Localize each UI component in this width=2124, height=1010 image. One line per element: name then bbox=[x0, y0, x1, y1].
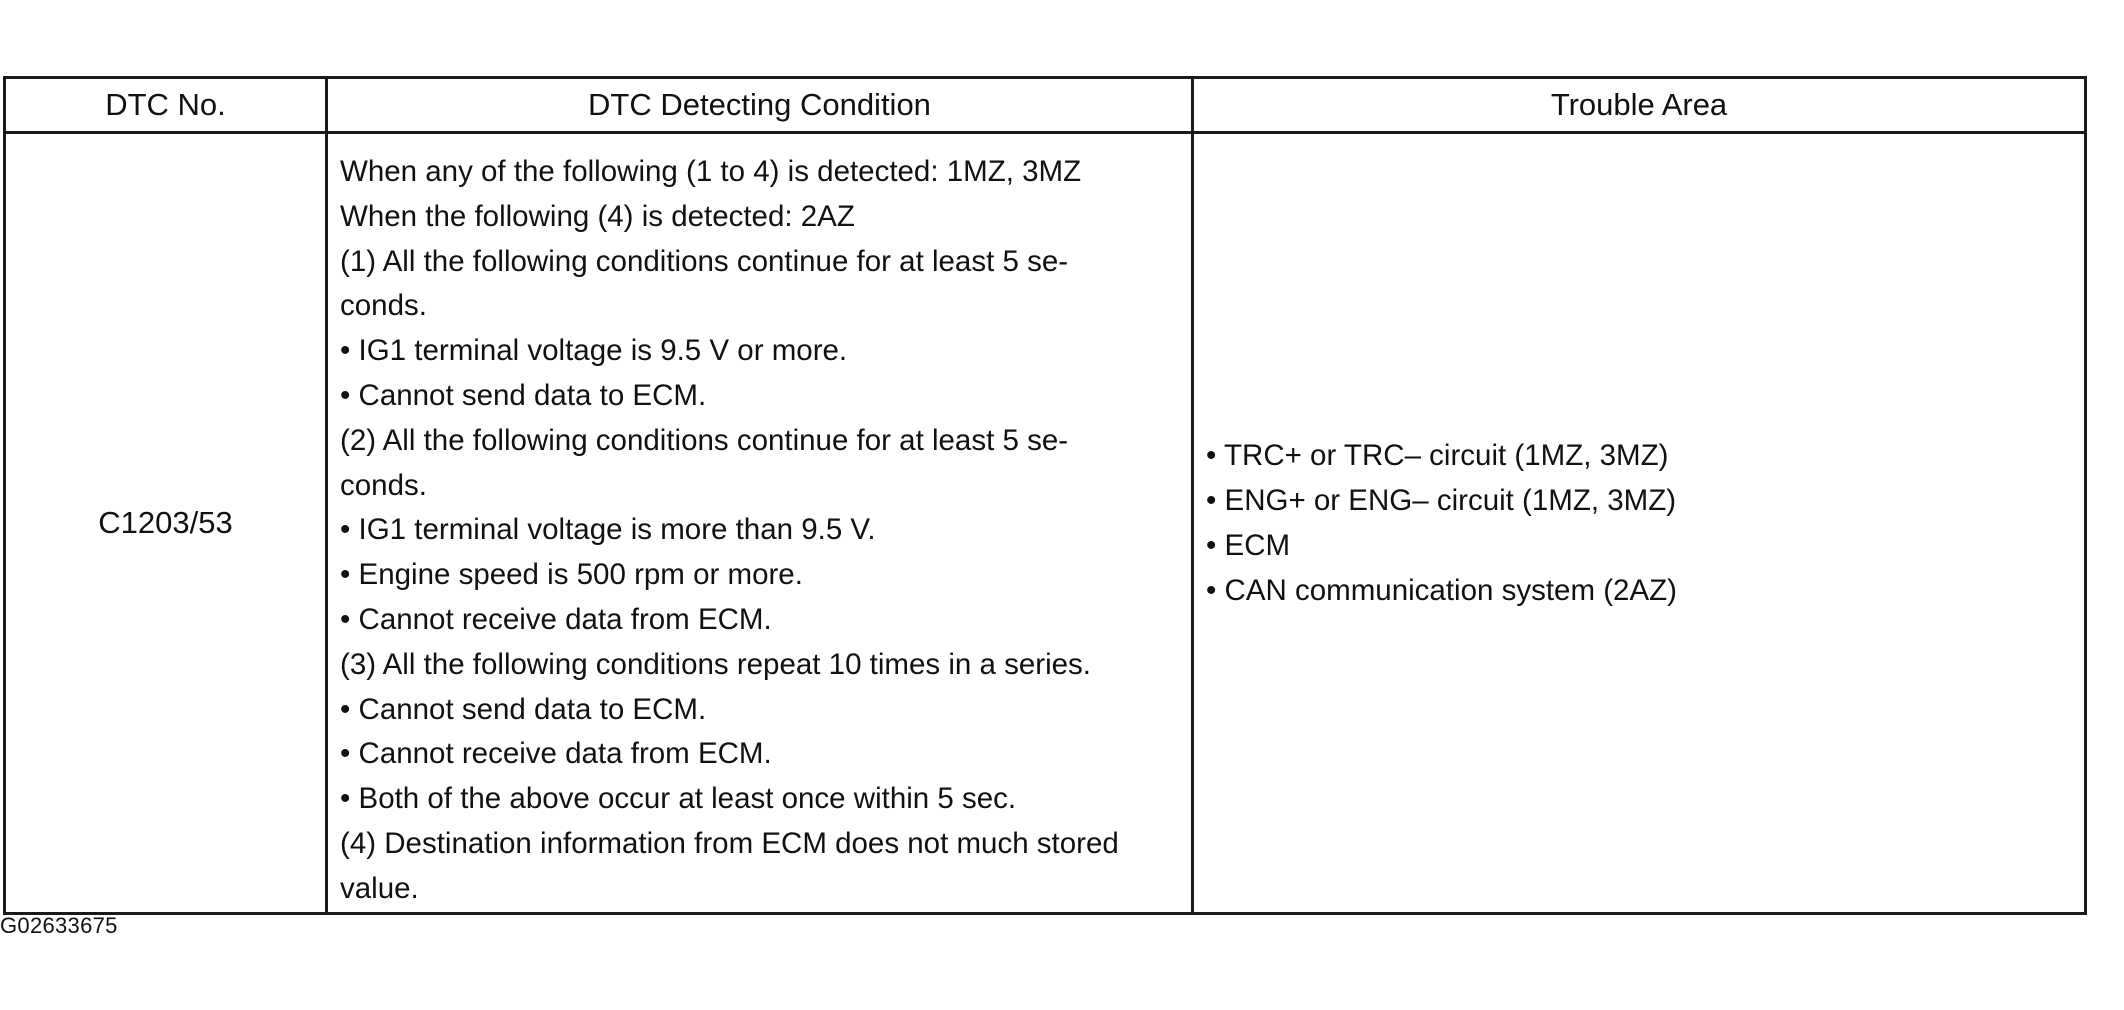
header-trouble-area: Trouble Area bbox=[1193, 78, 2086, 133]
trouble-area-cell bbox=[1193, 133, 2086, 914]
trouble-area-item: • CAN communication system (2AZ) bbox=[1206, 573, 1677, 607]
condition-line: • Engine speed is 500 rpm or more. bbox=[340, 558, 803, 592]
condition-line: • Cannot send data to ECM. bbox=[340, 378, 707, 412]
trouble-area-item: • TRC+ or TRC– circuit (1MZ, 3MZ) bbox=[1206, 438, 1669, 472]
condition-line: value. bbox=[340, 871, 419, 905]
condition-line: When the following (4) is detected: 2AZ bbox=[340, 199, 855, 233]
trouble-area-item: • ENG+ or ENG– circuit (1MZ, 3MZ) bbox=[1206, 483, 1677, 517]
header-detecting-condition: DTC Detecting Condition bbox=[327, 78, 1193, 133]
trouble-area-item: • ECM bbox=[1206, 528, 1291, 562]
condition-line: • IG1 terminal voltage is 9.5 V or more. bbox=[340, 334, 848, 368]
dtc-table bbox=[3, 76, 2087, 915]
detecting-condition-cell bbox=[327, 133, 1193, 914]
condition-line: When any of the following (1 to 4) is detected: 1MZ, 3MZ bbox=[340, 155, 1082, 188]
condition-line: conds. bbox=[340, 289, 427, 323]
condition-line: • Cannot send data to ECM. bbox=[340, 692, 707, 726]
condition-line: • Cannot receive data from ECM. bbox=[340, 602, 772, 636]
dtc-number-cell: C1203/53 bbox=[5, 133, 327, 914]
table-row bbox=[5, 133, 2086, 914]
table-header-row bbox=[5, 78, 2086, 133]
condition-line: (3) All the following conditions repeat 10 times in a series. bbox=[340, 647, 1091, 681]
condition-line: conds. bbox=[340, 468, 427, 502]
condition-line: • Cannot receive data from ECM. bbox=[340, 737, 772, 771]
condition-line: • Both of the above occur at least once within 5 sec. bbox=[340, 782, 1017, 816]
condition-line: (1) All the following conditions continue for at least 5 se- bbox=[340, 244, 1069, 278]
condition-line: (4) Destination information from ECM does not much stored bbox=[340, 826, 1119, 860]
condition-line: • IG1 terminal voltage is more than 9.5 V. bbox=[340, 513, 876, 547]
figure-id: G02633675 bbox=[0, 913, 118, 938]
header-dtc-no: DTC No. bbox=[5, 78, 327, 133]
condition-line: (2) All the following conditions continue for at least 5 se- bbox=[340, 423, 1069, 457]
